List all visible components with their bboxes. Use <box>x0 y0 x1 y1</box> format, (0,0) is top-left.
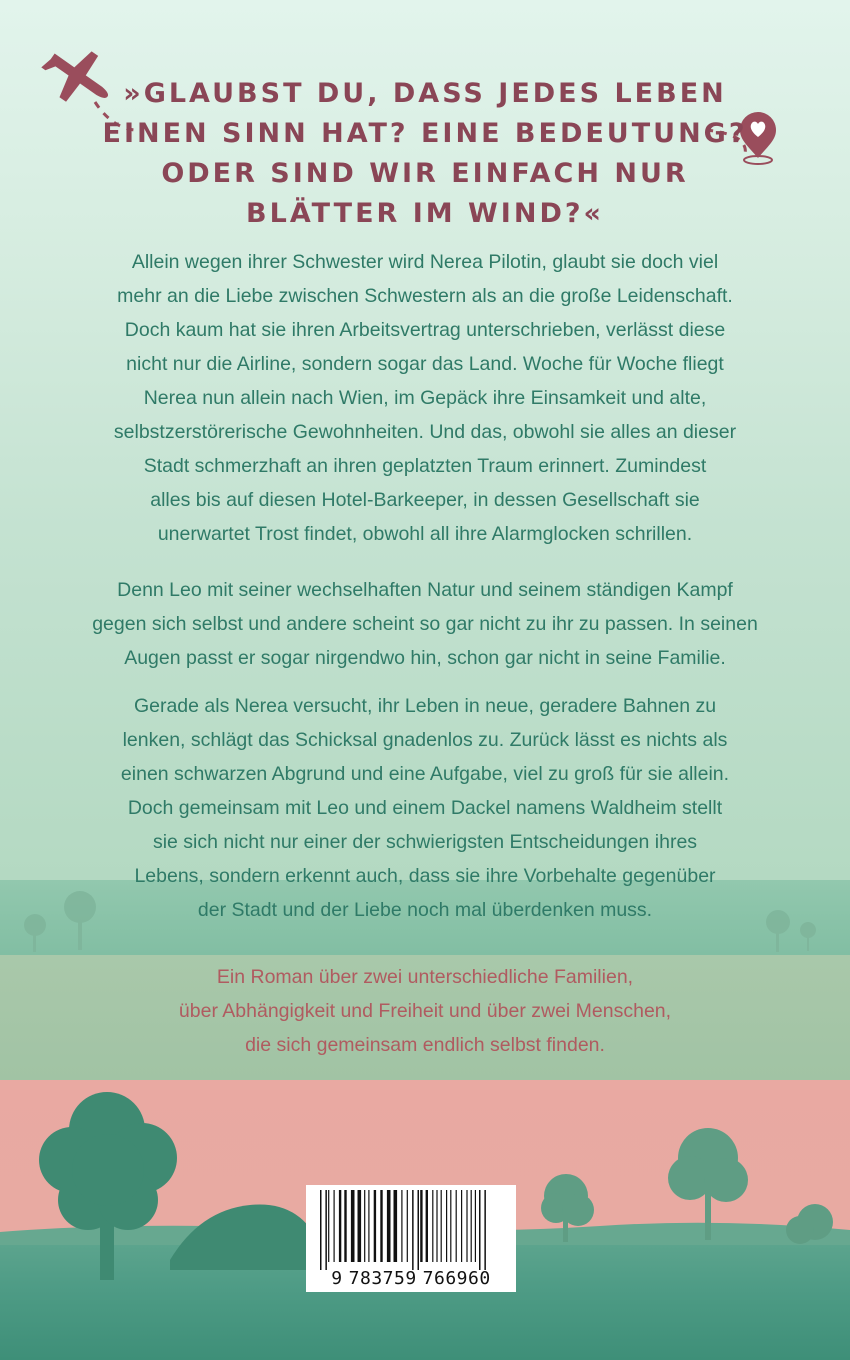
blurb-line: sie sich nicht nur einer der schwierigsten Entscheidungen ihres <box>152 831 698 853</box>
barcode-bar <box>446 1190 447 1262</box>
barcode-bar <box>461 1190 462 1262</box>
barcode-bar <box>339 1190 341 1262</box>
barcode-bar <box>426 1190 428 1262</box>
isbn-group-1: 783759 <box>348 1268 417 1289</box>
blurb-paragraph-3 <box>50 689 800 927</box>
barcode-bar <box>450 1190 451 1262</box>
barcode-bar <box>358 1190 362 1262</box>
isbn-group-2: 766960 <box>422 1268 491 1289</box>
tagline-line: Ein Roman über zwei unterschiedliche Familien, <box>216 966 634 988</box>
blurb-line: Gerade als Nerea versucht, ihr Leben in neue, geradere Bahnen zu <box>133 695 717 717</box>
barcode-bar <box>334 1190 335 1262</box>
blurb-line: Stadt schmerzhaft an ihren geplatzten Traum erinnert. Zumindest <box>143 455 707 477</box>
blurb-line: mehr an die Liebe zwischen Schwestern als an die große Leidenschaft. <box>117 285 733 307</box>
blurb-line: Denn Leo mit seiner wechselhaften Natur und seinem ständigen Kampf <box>117 579 733 601</box>
barcode-guard-bar <box>484 1190 486 1270</box>
barcode-bar <box>466 1190 467 1262</box>
blurb-line: der Stadt und der Liebe noch mal überdenken muss. <box>197 899 653 921</box>
headline-quote <box>100 74 750 234</box>
blurb-line: gegen sich selbst und andere scheint so gar nicht zu ihr zu passen. In seinen <box>92 613 758 635</box>
barcode-bar <box>387 1190 391 1262</box>
blurb-line: Augen passt er sogar nirgendwo hin, schon gar nicht in seine Familie. <box>124 647 726 669</box>
barcode-guard-bar <box>418 1190 420 1270</box>
barcode-bar <box>351 1190 355 1262</box>
barcode-bar <box>364 1190 365 1262</box>
headline-line: »GLAUBST DU, DASS JEDES LEBEN <box>123 78 727 109</box>
tagline-line: über Abhängigkeit und Freiheit und über zwei Menschen, <box>178 1000 672 1022</box>
blurb-line: nicht nur die Airline, sondern sogar das Land. Woche für Woche fliegt <box>126 353 724 375</box>
barcode-bar <box>380 1190 382 1262</box>
barcode-bar <box>471 1190 472 1262</box>
blurb-line: unerwartet Trost findet, obwohl all ihre Alarmglocken schrillen. <box>157 523 693 545</box>
barcode-guard-bar <box>412 1190 414 1270</box>
barcode-guard-bar <box>320 1190 322 1270</box>
barcode-bar <box>475 1190 476 1262</box>
blurb-line: Doch gemeinsam mit Leo und einem Dackel namens Waldheim stellt <box>127 797 723 819</box>
headline-line: BLÄTTER IM WIND?« <box>246 198 604 229</box>
blurb-line: alles bis auf diesen Hotel-Barkeeper, in dessen Gesellschaft sie <box>150 489 700 511</box>
tagline-line: die sich gemeinsam endlich selbst finden. <box>245 1034 605 1056</box>
barcode-bar <box>344 1190 346 1262</box>
barcode-bar <box>407 1190 408 1262</box>
barcode-bar <box>432 1190 433 1262</box>
barcode-bar <box>368 1190 369 1262</box>
barcode-bar <box>328 1190 329 1262</box>
isbn-prefix: 9 <box>331 1268 343 1289</box>
barcode-bars <box>316 1190 506 1270</box>
blurb-paragraph-1 <box>50 245 800 551</box>
headline-line: EINEN SINN HAT? EINE BEDEUTUNG? <box>102 118 748 149</box>
tree-icon <box>39 1092 320 1280</box>
blurb-line: Nerea nun allein nach Wien, im Gepäck ihre Einsamkeit und alte, <box>143 387 707 409</box>
tagline <box>60 960 790 1062</box>
isbn-number <box>306 1268 516 1290</box>
barcode-bar <box>401 1190 402 1262</box>
barcode-bar <box>436 1190 437 1262</box>
barcode-bar <box>456 1190 457 1262</box>
barcode-guard-bar <box>325 1190 327 1270</box>
barcode-bar <box>441 1190 442 1262</box>
blurb-line: lenken, schlägt das Schicksal gnadenlos zu. Zurück lässt es nichts als <box>122 729 728 751</box>
blurb-paragraph-2 <box>50 573 800 675</box>
blurb-line: Allein wegen ihrer Schwester wird Nerea Pilotin, glaubt sie doch viel <box>131 251 719 273</box>
barcode-guard-bar <box>479 1190 481 1270</box>
headline-line: ODER SIND WIR EINFACH NUR <box>161 158 689 189</box>
barcode-bar <box>374 1190 376 1262</box>
barcode-bar <box>394 1190 398 1262</box>
blurb-line: Lebens, sondern erkennt auch, dass sie ihre Vorbehalte gegenüber <box>134 865 716 887</box>
blurb-line: Doch kaum hat sie ihren Arbeitsvertrag unterschrieben, verlässt diese <box>124 319 726 341</box>
blurb-line: selbstzerstörerische Gewohnheiten. Und das, obwohl sie alles an dieser <box>113 421 737 443</box>
blurb-line: einen schwarzen Abgrund und eine Aufgabe, viel zu groß für sie allein. <box>120 763 730 785</box>
barcode-bar <box>420 1190 422 1262</box>
isbn-barcode <box>306 1185 516 1292</box>
